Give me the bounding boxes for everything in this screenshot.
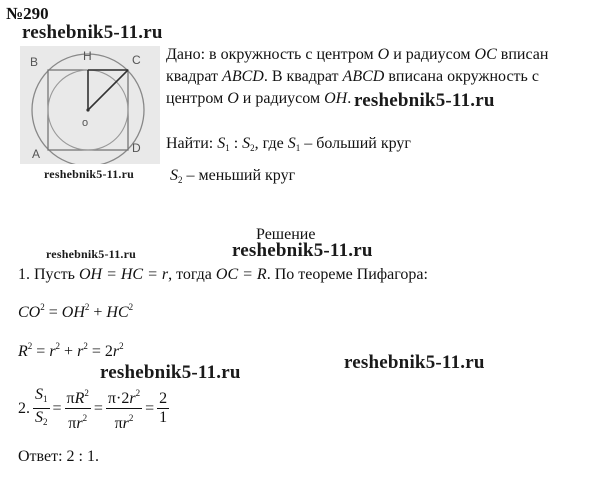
step-1: 1. Пусть OH = HC = r, тогда OC = R. По теореме Пифагора:	[18, 266, 428, 283]
watermark-given: reshebnik5-11.ru	[354, 90, 495, 111]
label-a: A	[32, 147, 41, 161]
fraction-s1-s2: $\frac{S_1}{S_2}$	[35, 386, 48, 427]
fraction-substituted: $\frac{\pi\cdot 2r^2}{\pi r^2}$	[106, 384, 142, 433]
equation-r-squared: $R^2 = r^2 + r^2 = 2r^2$	[18, 341, 124, 360]
answer: Ответ: 2 : 1.	[18, 448, 99, 465]
given-line-1: Дано: в окружность с центром O и радиусом OC вписан	[166, 46, 549, 63]
label-h: H	[83, 49, 92, 63]
label-c: C	[132, 53, 141, 67]
center-dot	[86, 108, 89, 111]
equation-pythagoras: $CO^2 = OH^2 + HC^2$	[18, 302, 134, 321]
segment-oc	[88, 70, 128, 110]
step-2: 2. $\frac{S_1}{S_2}$ = $\frac{\pi R^2}{\pi r^2}$ = $\frac{\pi\cdot 2r^2}{\pi r^2}$ = $\frac{2}{1}$	[18, 386, 168, 432]
watermark-formula: reshebnik5-11.ru	[100, 362, 241, 383]
label-b: B	[30, 55, 39, 69]
watermark-small-1: reshebnik5-11.ru	[44, 167, 134, 181]
problem-number: №290	[6, 4, 49, 23]
geometry-figure	[20, 46, 160, 164]
label-d: D	[132, 141, 141, 155]
watermark-solution: reshebnik5-11.ru	[232, 240, 373, 261]
watermark-top-left: reshebnik5-11.ru	[22, 22, 163, 43]
watermark-right: reshebnik5-11.ru	[344, 352, 485, 373]
given-line-2: квадрат ABCD. В квадрат ABCD вписана окружность с	[166, 68, 539, 85]
label-o: o	[82, 117, 89, 129]
figure-svg	[20, 46, 160, 164]
solution-heading: Решение	[256, 226, 316, 243]
given-line-3: центром O и радиусом OH.	[166, 90, 352, 107]
find-line: Найти: $S_1$ : $S_2$, где $S_1$ – больший круг	[166, 135, 411, 153]
fraction-area-ratio: $\frac{\pi R^2}{\pi r^2}$	[65, 384, 91, 433]
s2-line: $S_2$ – меньший круг	[170, 167, 296, 185]
fraction-result: $\frac{2}{1}$	[159, 390, 168, 426]
watermark-small-2: reshebnik5-11.ru	[46, 247, 136, 261]
